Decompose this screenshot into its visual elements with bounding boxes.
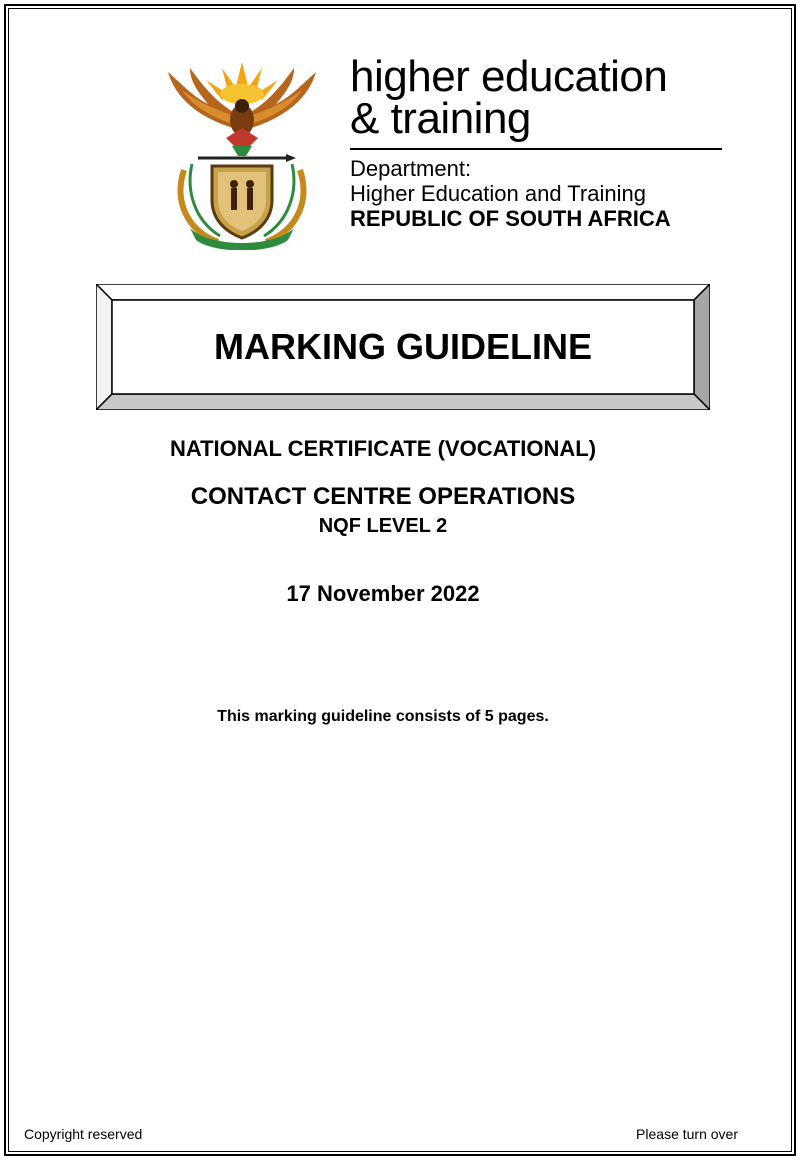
header-divider <box>350 148 722 150</box>
country-name: REPUBLIC OF SOUTH AFRICA <box>350 206 671 231</box>
copyright-notice: Copyright reserved <box>24 1126 143 1142</box>
subject-heading: CONTACT CENTRE OPERATIONS <box>190 483 576 510</box>
brand-line-1: higher education <box>350 52 668 101</box>
exam-date: 17 November 2022 <box>286 581 480 606</box>
brand-line-2: & training <box>350 94 531 143</box>
certificate-heading: NATIONAL CERTIFICATE (VOCATIONAL) <box>169 436 597 461</box>
nqf-level: NQF LEVEL 2 <box>318 515 448 537</box>
turn-over-notice: Please turn over <box>636 1126 738 1142</box>
department-label: Department: <box>350 156 472 181</box>
document-type-title: MARKING GUIDELINE <box>214 326 592 367</box>
page-count-note: This marking guideline consists of 5 pages. <box>217 708 549 725</box>
coat-of-arms-logo <box>162 60 322 250</box>
department-name: Higher Education and Training <box>350 181 646 206</box>
